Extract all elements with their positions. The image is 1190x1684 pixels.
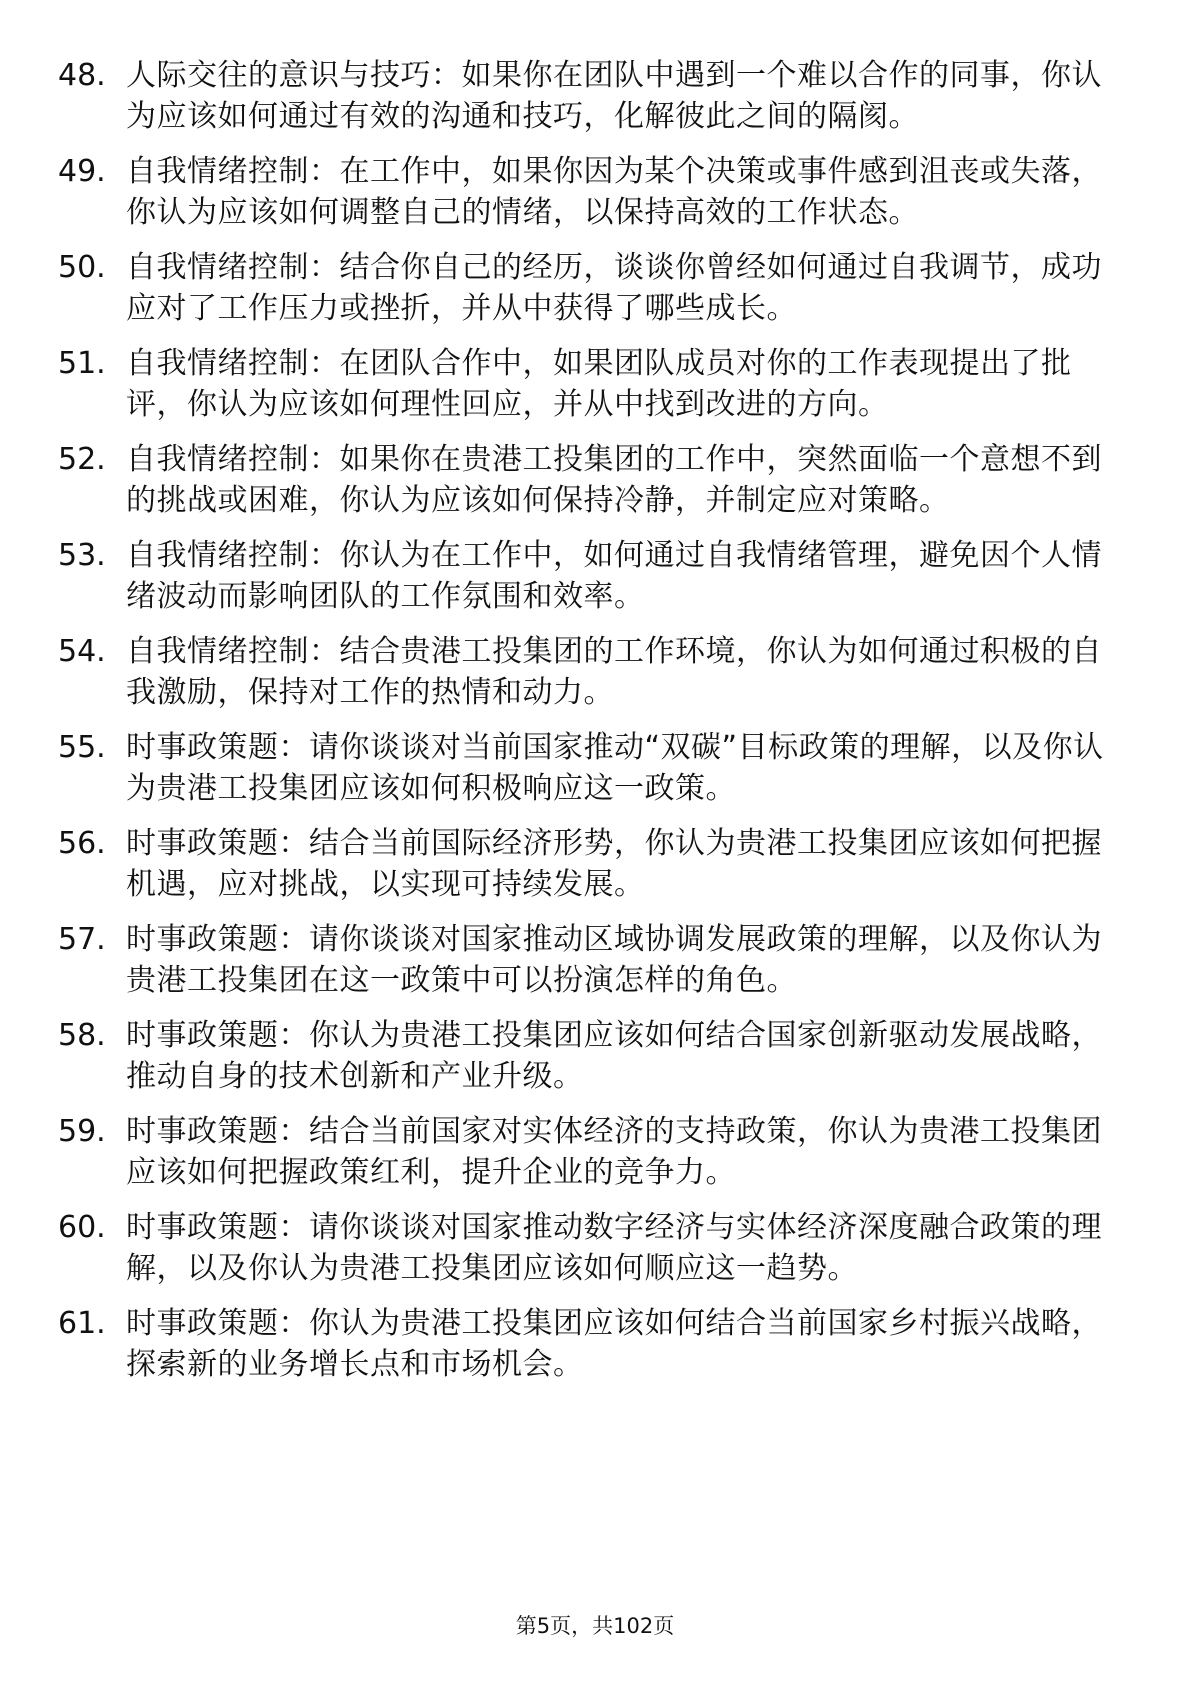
question-number: 56.: [58, 826, 106, 861]
question-number: 61.: [58, 1306, 106, 1341]
question-item: [58, 343, 1118, 425]
question-item: [58, 823, 1118, 905]
question-text: 时事政策题：你认为贵港工投集团应该如何结合当前国家乡村振兴战略，探索新的业务增长点和市场机会。: [126, 1306, 1102, 1382]
question-item: [58, 1111, 1118, 1193]
question-number: 58.: [58, 1018, 106, 1053]
question-number: 52.: [58, 442, 106, 477]
question-text: 人际交往的意识与技巧：如果你在团队中遇到一个难以合作的同事，你认为应该如何通过有效的沟通和技巧，化解彼此之间的隔阂。: [126, 58, 1102, 134]
question-text: 时事政策题：你认为贵港工投集团应该如何结合国家创新驱动发展战略，推动自身的技术创新和产业升级。: [126, 1018, 1102, 1094]
question-item: [58, 1303, 1118, 1385]
question-text: 自我情绪控制：结合贵港工投集团的工作环境，你认为如何通过积极的自我激励，保持对工作的热情和动力。: [126, 634, 1102, 710]
question-number: 59.: [58, 1114, 106, 1149]
question-item: [58, 55, 1118, 137]
question-number: 51.: [58, 346, 106, 381]
question-number: 54.: [58, 634, 106, 669]
question-number: 60.: [58, 1210, 106, 1245]
question-item: [58, 151, 1118, 233]
question-text: 自我情绪控制：在团队合作中，如果团队成员对你的工作表现提出了批评，你认为应该如何理性回应，并从中找到改进的方向。: [126, 346, 1072, 422]
question-item: [58, 919, 1118, 1001]
question-text: 自我情绪控制：你认为在工作中，如何通过自我情绪管理，避免因个人情绪波动而影响团队的工作氛围和效率。: [126, 538, 1102, 614]
question-text: 时事政策题：结合当前国家对实体经济的支持政策，你认为贵港工投集团应该如何把握政策红利，提升企业的竞争力。: [126, 1114, 1102, 1190]
question-number: 57.: [58, 922, 106, 957]
question-item: [58, 535, 1118, 617]
question-text: 自我情绪控制：结合你自己的经历，谈谈你曾经如何通过自我调节，成功应对了工作压力或挫折，并从中获得了哪些成长。: [126, 250, 1102, 326]
question-number: 50.: [58, 250, 106, 285]
question-list: [58, 55, 1118, 1399]
question-item: [58, 247, 1118, 329]
question-item: [58, 1207, 1118, 1289]
question-item: [58, 727, 1118, 809]
question-number: 48.: [58, 58, 106, 93]
question-text: 自我情绪控制：在工作中，如果你因为某个决策或事件感到沮丧或失落，你认为应该如何调整自己的情绪，以保持高效的工作状态。: [126, 154, 1102, 230]
question-number: 55.: [58, 730, 106, 765]
question-item: [58, 1015, 1118, 1097]
question-text: 时事政策题：请你谈谈对国家推动区域协调发展政策的理解，以及你认为贵港工投集团在这一政策中可以扮演怎样的角色。: [126, 922, 1102, 998]
question-text: 时事政策题：请你谈谈对当前国家推动“双碳”目标政策的理解，以及你认为贵港工投集团应该如何积极响应这一政策。: [126, 730, 1104, 806]
question-text: 时事政策题：请你谈谈对国家推动数字经济与实体经济深度融合政策的理解，以及你认为贵港工投集团应该如何顺应这一趋势。: [126, 1210, 1102, 1286]
question-number: 53.: [58, 538, 106, 573]
question-text: 时事政策题：结合当前国际经济形势，你认为贵港工投集团应该如何把握机遇，应对挑战，以实现可持续发展。: [126, 826, 1102, 902]
question-item: [58, 631, 1118, 713]
question-text: 自我情绪控制：如果你在贵港工投集团的工作中，突然面临一个意想不到的挑战或困难，你认为应该如何保持冷静，并制定应对策略。: [126, 442, 1102, 518]
page-number-footer: 第5页，共102页: [515, 1614, 675, 1638]
question-item: [58, 439, 1118, 521]
question-number: 49.: [58, 154, 106, 189]
